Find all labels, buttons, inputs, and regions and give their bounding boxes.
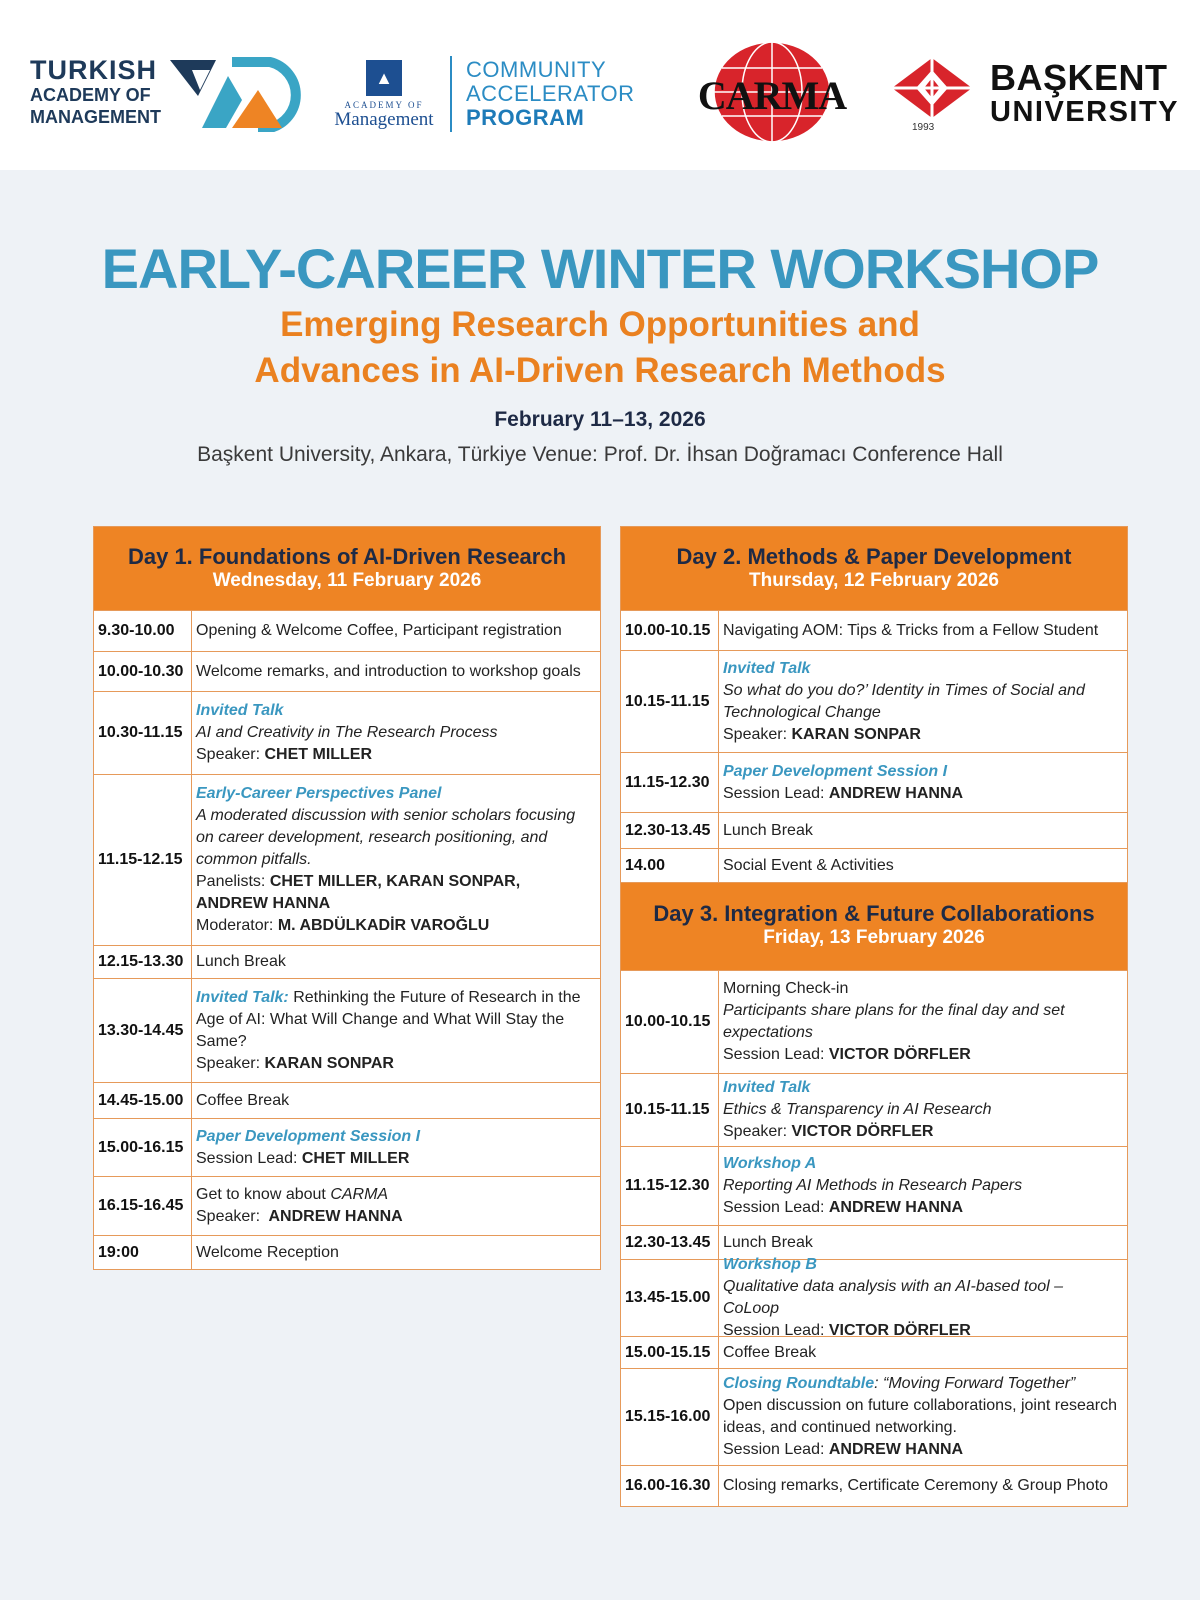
row-time: 11.15-12.30 <box>621 753 719 812</box>
day2-day3-schedule-table <box>620 526 1128 1507</box>
table-row <box>94 946 600 979</box>
role-label: Session Lead: <box>723 1046 829 1063</box>
row-time: 19:00 <box>94 1236 192 1269</box>
role-label: Speaker: <box>723 1123 792 1140</box>
row-time: 11.15-12.15 <box>94 775 192 945</box>
row-time: 10.00-10.15 <box>621 611 719 650</box>
row-text: Coffee Break <box>196 1091 290 1109</box>
lead-name: CHET MILLER <box>301 1149 410 1167</box>
day1-date: Wednesday, 11 February 2026 <box>212 570 482 591</box>
speaker-name: CHET MILLER <box>264 746 373 763</box>
table-row <box>621 1147 1127 1226</box>
table-row <box>94 692 600 775</box>
session-description: Open discussion on future collaborations, joint research ideas, and continued networking. <box>723 1397 1117 1436</box>
row-time: 10.30-11.15 <box>94 692 192 774</box>
row-time: 10.15-11.15 <box>621 1074 719 1146</box>
day3-date: Friday, 13 February 2026 <box>763 927 985 948</box>
page-subtitle <box>0 302 1200 394</box>
carma-wordmark: CARMA <box>697 73 847 118</box>
lead-name: VICTOR DÖRFLER <box>828 1046 971 1063</box>
role-label: Session Lead: <box>723 1322 829 1339</box>
session-label: Invited Talk: <box>196 988 289 1006</box>
row-time: 10.00-10.15 <box>621 971 719 1073</box>
table-row <box>94 979 600 1083</box>
day3-title: Day 3. Integration & Future Collaborations <box>653 901 1095 926</box>
table-row <box>621 611 1127 651</box>
role-label: Session Lead: <box>723 784 829 802</box>
session-title: Qualitative data analysis with an AI-based tool – CoLoop <box>723 1278 1064 1317</box>
aom-line2: ACCELERATOR <box>466 81 635 106</box>
role-label: Speaker: <box>723 725 792 743</box>
row-text: Welcome Reception <box>196 1243 339 1261</box>
row-text: Closing remarks, Certificate Ceremony & Group Photo <box>723 1477 1109 1494</box>
lead-name: ANDREW HANNA <box>828 1199 964 1216</box>
role-label: Speaker: <box>196 1208 265 1225</box>
session-label: Paper Development Session I <box>723 762 948 780</box>
row-time: 9.30-10.00 <box>94 611 192 651</box>
tam-logo-line2: ACADEMY OF <box>30 85 151 105</box>
lead-name: VICTOR DÖRFLER <box>828 1322 971 1339</box>
baskent-year: 1993 <box>912 122 935 133</box>
day1-title: Day 1. Foundations of AI-Driven Research <box>127 544 567 569</box>
session-label: Invited Talk <box>196 702 284 719</box>
row-text: Opening & Welcome Coffee, Participant registration <box>196 622 562 639</box>
day1-schedule-table <box>93 526 601 1270</box>
session-description: Participants share plans for the final day and set expectations <box>723 1002 1065 1041</box>
row-time: 16.00-16.30 <box>621 1466 719 1506</box>
speaker-name: VICTOR DÖRFLER <box>791 1123 934 1140</box>
speaker-name: KARAN SONPAR <box>791 725 921 743</box>
aom-line1: COMMUNITY <box>466 57 607 82</box>
lead-name: ANDREW HANNA <box>828 784 964 802</box>
session-title: Rethinking the Future of Research in the Age of AI: What Will Change and What Will Stay the Same? <box>196 988 581 1050</box>
table-row <box>94 1236 600 1269</box>
role-label: Moderator: <box>196 917 278 934</box>
row-time: 13.45-15.00 <box>621 1260 719 1336</box>
row-time: 16.15-16.45 <box>94 1177 192 1235</box>
carma-logo <box>688 40 856 144</box>
tam-logo-line3: MANAGEMENT <box>30 107 161 127</box>
day1-header <box>94 527 600 611</box>
subtitle-line1: Emerging Research Opportunities and <box>280 305 920 344</box>
session-description: A moderated discussion with senior scholars focusing on career development, research positioning, and common pitfalls. <box>196 807 576 868</box>
row-text: Lunch Break <box>196 953 286 970</box>
table-row <box>621 1466 1127 1506</box>
row-time: 12.15-13.30 <box>94 946 192 978</box>
session-title: AI and Creativity in The Research Process <box>196 724 498 741</box>
role-label: Session Lead: <box>723 1441 829 1458</box>
role-label: Session Lead: <box>723 1199 829 1216</box>
table-row <box>621 1074 1127 1147</box>
row-text: Coffee Break <box>723 1343 817 1361</box>
table-row <box>621 1256 1127 1339</box>
speaker-name: KARAN SONPAR <box>264 1054 394 1072</box>
subtitle-line2: Advances in AI-Driven Research Methods <box>254 351 946 390</box>
table-row <box>94 1119 600 1177</box>
aom-small-line1: ACADEMY OF <box>344 100 424 110</box>
logo-bar <box>0 0 1200 170</box>
session-label: Paper Development Session I <box>196 1127 421 1145</box>
speaker-name: ANDREW HANNA <box>268 1208 403 1225</box>
lead-name: ANDREW HANNA <box>828 1441 964 1458</box>
aom-divider <box>450 56 452 132</box>
row-time: 12.30-13.45 <box>621 1226 719 1259</box>
session-label: Invited Talk <box>723 659 811 677</box>
day2-title: Day 2. Methods & Paper Development <box>676 544 1072 569</box>
row-text: Lunch Break <box>723 1233 813 1251</box>
session-label: Early-Career Perspectives Panel <box>196 785 442 802</box>
table-row <box>94 1083 600 1119</box>
table-row <box>621 849 1127 883</box>
row-time: 13.30-14.45 <box>94 979 192 1082</box>
table-row <box>94 1177 600 1236</box>
table-row <box>94 652 600 692</box>
role-label: Speaker: <box>196 1054 265 1072</box>
row-time: 15.00-16.15 <box>94 1119 192 1176</box>
aom-mark-icon: ▲ <box>366 60 402 96</box>
event-venue: Başkent University, Ankara, Türkiye Venue: Prof. Dr. İhsan Doğramacı Conference Hall <box>197 443 1003 466</box>
turkish-academy-of-management-logo <box>30 56 302 136</box>
table-row <box>621 971 1127 1074</box>
row-text: Get to know about <box>196 1186 331 1203</box>
role-label: Session Lead: <box>196 1149 302 1167</box>
day2-header <box>621 527 1127 611</box>
role-label: Speaker: <box>196 746 265 763</box>
baskent-emblem-icon <box>890 56 974 120</box>
session-title: Reporting AI Methods in Research Papers <box>723 1177 1023 1194</box>
session-label: Workshop A <box>723 1155 817 1172</box>
table-row <box>94 775 600 946</box>
row-time: 11.15-12.30 <box>621 1147 719 1225</box>
session-label: Invited Talk <box>723 1079 811 1096</box>
row-text: Morning Check-in <box>723 980 849 997</box>
row-time: 15.00-15.15 <box>621 1337 719 1368</box>
page-title: EARLY-CAREER WINTER WORKSHOP <box>101 237 1099 300</box>
panelist-names: CHET MILLER, KARAN SONPAR, ANDREW HANNA <box>196 873 521 912</box>
baskent-name-line1: BAŞKENT <box>990 57 1168 98</box>
row-text: Lunch Break <box>723 821 813 839</box>
carma-mention: CARMA <box>330 1186 389 1203</box>
row-text: Welcome remarks, and introduction to workshop goals <box>196 662 581 680</box>
session-label: Workshop B <box>723 1256 817 1273</box>
row-text: Navigating AOM: Tips & Tricks from a Fellow Student <box>723 621 1099 639</box>
aom-small-line2: Management <box>334 109 434 130</box>
tam-emblem-icon <box>170 56 330 132</box>
aom-community-accelerator-logo <box>332 56 662 136</box>
table-row <box>621 813 1127 849</box>
row-time: 10.00-10.30 <box>94 652 192 691</box>
table-row <box>621 1337 1127 1369</box>
baskent-university-logo <box>890 56 1180 140</box>
session-label: Closing Roundtable <box>723 1375 875 1392</box>
event-dates: February 11–13, 2026 <box>494 408 706 431</box>
session-title: : “Moving Forward Together” <box>874 1375 1076 1392</box>
baskent-name-line2: UNIVERSITY <box>990 96 1180 128</box>
table-row <box>621 651 1127 753</box>
row-time: 10.15-11.15 <box>621 651 719 752</box>
role-label: Panelists: <box>196 873 270 890</box>
day3-header <box>621 883 1127 971</box>
tam-logo-line1: TURKISH <box>30 55 157 85</box>
table-row <box>621 1369 1127 1466</box>
row-time: 15.15-16.00 <box>621 1369 719 1465</box>
table-row <box>94 611 600 652</box>
row-time: 14.00 <box>621 849 719 882</box>
session-title: So what do you do?’ Identity in Times of Social and Technological Change <box>723 681 1085 721</box>
row-time: 12.30-13.45 <box>621 813 719 848</box>
row-text: Social Event & Activities <box>723 856 894 874</box>
aom-line3: PROGRAM <box>466 105 585 130</box>
session-title: Ethics & Transparency in AI Research <box>723 1101 992 1118</box>
moderator-name: M. ABDÜLKADİR VAROĞLU <box>277 917 490 934</box>
day2-date: Thursday, 12 February 2026 <box>749 570 999 591</box>
table-row <box>621 753 1127 813</box>
row-time: 14.45-15.00 <box>94 1083 192 1118</box>
